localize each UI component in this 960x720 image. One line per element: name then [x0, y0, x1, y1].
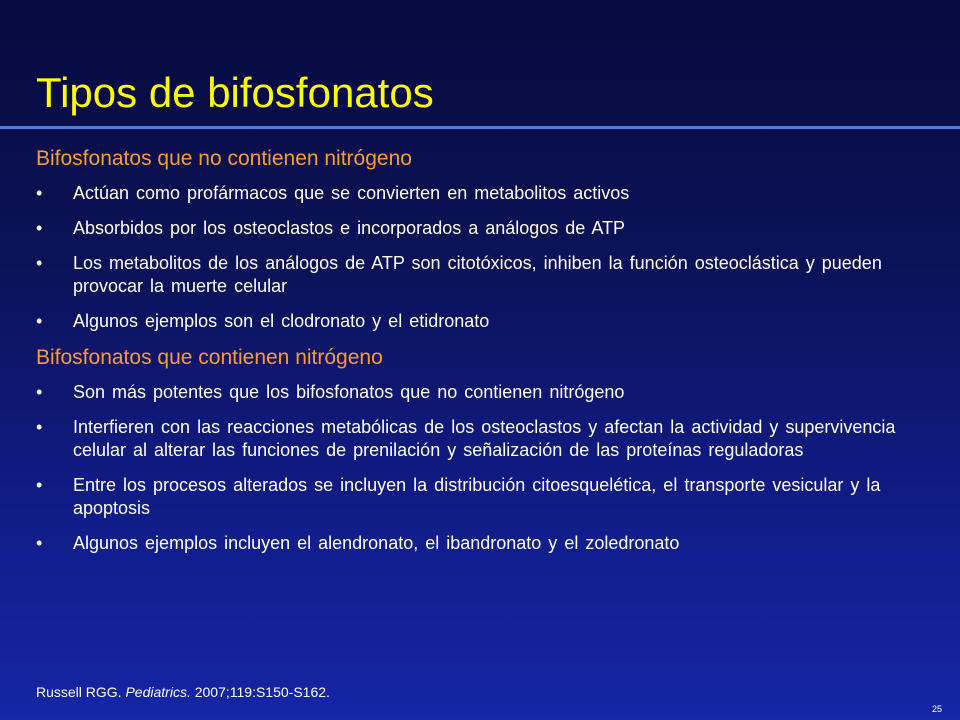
reference-journal: Pediatrics.	[125, 684, 191, 700]
bullet-text: Los metabolitos de los análogos de ATP son citotóxicos, inhiben la función osteoclástica y pueden provocar la muerte celular	[73, 253, 882, 296]
bullet-icon: •	[36, 311, 43, 331]
title-divider	[0, 126, 960, 129]
slide-content	[36, 140, 926, 567]
bullet-item	[36, 416, 926, 462]
bullet-icon: •	[36, 533, 43, 553]
bullet-icon: •	[36, 417, 43, 437]
bullet-item	[36, 310, 926, 333]
bullet-text: Son más potentes que los bifosfonatos que no contienen nitrógeno	[73, 382, 625, 402]
bullet-text: Algunos ejemplos incluyen el alendronato, el ibandronato y el zoledronato	[73, 533, 680, 553]
page-number: 25	[931, 704, 942, 714]
section-non-nitrogen	[36, 146, 926, 333]
bullet-icon: •	[36, 218, 43, 238]
bullet-item	[36, 381, 926, 404]
section-heading: Bifosfonatos que contienen nitrógeno	[36, 346, 383, 369]
bullet-item	[36, 182, 926, 205]
reference-author: Russell RGG.	[36, 684, 122, 700]
bullet-text: Actúan como profármacos que se convierten en metabolitos activos	[73, 183, 630, 203]
bullet-icon: •	[36, 475, 43, 495]
slide-title: Tipos de bifosfonatos	[36, 69, 434, 116]
section-heading: Bifosfonatos que no contienen nitrógeno	[36, 147, 412, 170]
bullet-text: Interfieren con las reacciones metabólicas de los osteoclastos y afectan la actividad y supervivencia celular al alterar las funciones de prenilación y señalización de las proteínas reguladoras	[73, 417, 896, 460]
reference-citation	[36, 684, 330, 700]
bullet-icon: •	[36, 382, 43, 402]
bullet-text: Algunos ejemplos son el clodronato y el etidronato	[73, 311, 490, 331]
bullet-list	[36, 381, 926, 555]
bullet-icon: •	[36, 253, 43, 273]
section-nitrogen	[36, 345, 926, 555]
reference-details: 2007;119:S150-S162.	[194, 684, 330, 700]
bullet-icon: •	[36, 183, 43, 203]
bullet-text: Entre los procesos alterados se incluyen la distribución citoesquelética, el transporte vesicular y la apoptosis	[73, 475, 881, 518]
bullet-item	[36, 252, 926, 298]
bullet-item	[36, 217, 926, 240]
bullet-item	[36, 532, 926, 555]
bullet-item	[36, 474, 926, 520]
bullet-list	[36, 182, 926, 333]
bullet-text: Absorbidos por los osteoclastos e incorporados a análogos de ATP	[73, 218, 625, 238]
